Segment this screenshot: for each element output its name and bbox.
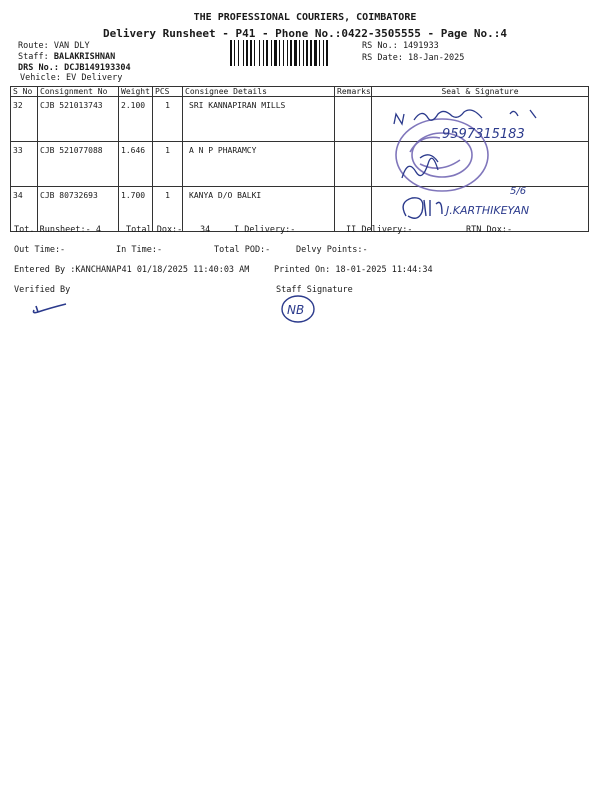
consignment-cell: CJB 521013743	[38, 97, 119, 142]
staff-row	[18, 52, 115, 62]
verified-by-label: Verified By	[14, 285, 71, 295]
column-header: PCS	[153, 87, 183, 97]
column-header: S No	[11, 87, 38, 97]
weight-cell: 2.100	[119, 97, 153, 142]
total-pod: Total POD:-	[214, 245, 271, 255]
printed-on: Printed On: 18-01-2025 11:44:34	[274, 265, 433, 275]
sno-cell: 33	[11, 142, 38, 187]
staff-signature-label: Staff Signature	[276, 285, 353, 295]
total-runsheet: Tot. Runsheet:- 4	[14, 225, 101, 235]
consignee-cell: KANYA D/O BALKI	[183, 187, 335, 232]
ii-delivery: II Delivery:-	[346, 225, 413, 235]
staff-initials-signature	[280, 294, 320, 326]
vehicle-text: Vehicle: EV Delivery	[20, 73, 123, 83]
staff-name: BALAKRISHNAN	[53, 52, 116, 62]
column-header: Consignee Details	[183, 87, 335, 97]
signature-row3	[403, 198, 442, 218]
rs-number: RS No.: 1491933	[362, 41, 439, 51]
route-text: Route: VAN DLY	[18, 41, 90, 51]
consignment-cell: CJB 521077088	[38, 142, 119, 187]
total-dox-value: 34	[200, 225, 211, 235]
consignment-cell: CJB 80732693	[38, 187, 119, 232]
consignee-cell: SRI KANNAPIRAN MILLS	[183, 97, 335, 142]
rtn-dox: RTN Dox:-	[466, 225, 513, 235]
phone-handwritten: 9597315183	[442, 127, 525, 142]
rs-date: RS Date: 18-Jan-2025	[362, 53, 465, 63]
sno-cell: 32	[11, 97, 38, 142]
drs-row	[18, 63, 131, 73]
total-dox-label: Total Dox:-	[126, 225, 183, 235]
barcode	[230, 40, 355, 66]
verified-signature	[30, 298, 70, 318]
entered-by: Entered By :KANCHANAP41 01/18/2025 11:40:03 AM	[14, 265, 250, 275]
pcs-cell: 1	[153, 97, 183, 142]
i-delivery: I Delivery:-	[234, 225, 296, 235]
table-header-row	[11, 87, 589, 97]
signature-row2	[402, 155, 438, 178]
column-header: Seal & Signature	[372, 87, 589, 97]
staff-initials: NB	[287, 303, 305, 317]
drs-number: DCJB149193304	[64, 63, 131, 73]
delvy-points: Delvy Points:-	[296, 245, 368, 255]
date-handwritten: 5/6	[510, 186, 527, 197]
column-header: Consignment No	[38, 87, 119, 97]
out-time: Out Time:-	[14, 245, 66, 255]
staff-label: Staff:	[18, 52, 49, 62]
consignee-cell: A N P PHARAMCY	[183, 142, 335, 187]
remarks-cell	[335, 142, 372, 187]
drs-label: DRS No.:	[18, 63, 59, 73]
name-handwritten: J.KARTHIKEYAN	[446, 204, 530, 217]
pcs-cell: 1	[153, 187, 183, 232]
pcs-cell: 1	[153, 142, 183, 187]
remarks-cell	[335, 97, 372, 142]
delivery-signatures	[380, 100, 590, 230]
column-header: Weight	[119, 87, 153, 97]
runsheet-subtitle: Delivery Runsheet - P41 - Phone No.:0422-3505555 - Page No.:4	[103, 27, 507, 40]
weight-cell: 1.700	[119, 187, 153, 232]
company-title: THE PROFESSIONAL COURIERS, COIMBATORE	[193, 12, 417, 23]
sno-cell: 34	[11, 187, 38, 232]
in-time: In Time:-	[116, 245, 163, 255]
signature-row1	[394, 110, 536, 124]
weight-cell: 1.646	[119, 142, 153, 187]
column-header: Remarks	[335, 87, 372, 97]
